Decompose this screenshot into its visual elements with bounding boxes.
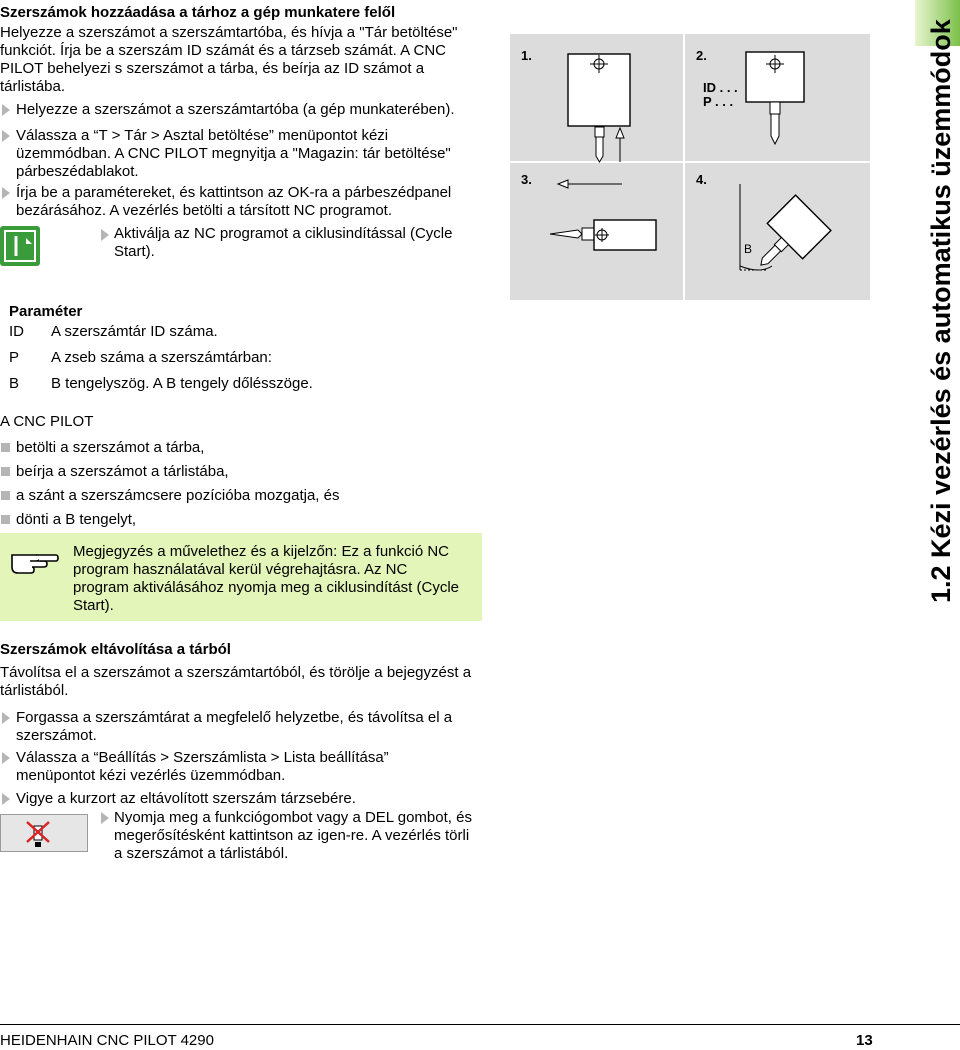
step-text: bezárásához. A vezérlés betölti a társított NC programot.	[16, 202, 393, 219]
triangle-bullet-icon	[101, 812, 109, 824]
step-text: Helyezze a szerszámot a szerszámtartóba (a gép munkaterében).	[16, 101, 455, 118]
step-text: üzemmódban. A CNC PILOT megnyitja a "Magazin: tár betöltése"	[16, 145, 451, 162]
step-text: Válassza a “T > Tár > Asztal betöltése” menüpontot kézi	[16, 127, 389, 144]
step-text: párbeszédablakot.	[16, 163, 139, 180]
delete-key-icon	[0, 814, 88, 852]
footer-text: HEIDENHAIN CNC PILOT 4290	[0, 1032, 214, 1049]
bullet-text: beírja a szerszámot a tárlistába,	[16, 463, 229, 480]
step-text: a szerszámot a tárlistából.	[114, 845, 289, 862]
note-text: program használatával kerül végrehajtásra. Az NC	[73, 561, 408, 578]
step-text: Nyomja meg a funkciógombot vagy a DEL gombot, és	[114, 809, 472, 826]
triangle-bullet-icon	[2, 104, 10, 116]
intro-line: funkciót. Írja be a szerszám ID számát és a tárzseb számát. A CNC	[0, 42, 446, 59]
param-heading: Paraméter	[9, 303, 83, 320]
figure-label: 1.	[521, 48, 532, 63]
step-text: Vigye a kurzort az eltávolított szerszám tárzsebére.	[16, 790, 356, 807]
square-bullet-icon	[1, 515, 10, 524]
b-angle-label: B	[744, 242, 753, 256]
tool-loading-figure	[510, 34, 870, 300]
note-text: Megjegyzés a művelethez és a kijelzőn: Ez a funkció NC	[73, 543, 450, 560]
cycle-start-icon	[0, 226, 40, 266]
step-text: menüpontot kézi vezérlés üzemmódban.	[16, 767, 286, 784]
param-key: P	[9, 349, 20, 366]
step-text: Aktiválja az NC programot a ciklusindítással (Cycle	[114, 225, 453, 242]
square-bullet-icon	[1, 467, 10, 476]
section-title: Szerszámok eltávolítása a tárból	[0, 641, 231, 658]
bullet-text: dönti a B tengelyt,	[16, 511, 137, 528]
intro-line: tárlistából.	[0, 682, 69, 699]
figure-label: 4.	[696, 172, 707, 187]
param-desc: A zseb száma a szerszámtárban:	[51, 349, 272, 366]
section-title: Szerszámok hozzáadása a tárhoz a gép munkatere felől	[0, 4, 396, 21]
step-text: megerősítésként kattintson az igen-re. A vezérlés törli	[114, 827, 470, 844]
id-label: ID . . .	[703, 80, 738, 95]
square-bullet-icon	[1, 443, 10, 452]
param-key: B	[9, 375, 20, 392]
triangle-bullet-icon	[2, 712, 10, 724]
intro-line: Távolítsa el a szerszámot a szerszámtartóból, és törölje a bejegyzést a	[0, 664, 472, 681]
pointing-hand-icon	[10, 545, 60, 575]
chapter-title: 1.2 Kézi vezérlés és automatikus üzemmódok	[926, 19, 956, 603]
triangle-bullet-icon	[101, 229, 109, 241]
intro-line: Helyezze a szerszámot a szerszámtartóba, és hívja a "Tár betöltése"	[0, 24, 458, 41]
param-key: ID	[9, 323, 24, 340]
square-bullet-icon	[1, 491, 10, 500]
page-number: 13	[856, 1032, 873, 1049]
step-text: Írja be a paramétereket, és kattintson az OK-ra a párbeszédpanel	[16, 184, 452, 201]
note-text: Start).	[73, 597, 114, 614]
bullet-text: betölti a szerszámot a tárba,	[16, 439, 205, 456]
step-text: Válassza a “Beállítás > Szerszámlista > Lista beállítása”	[16, 749, 389, 766]
figure-label: 3.	[521, 172, 532, 187]
p-label: P . . .	[703, 94, 734, 109]
bullet-text: a szánt a szerszámcsere pozícióba mozgatja, és	[16, 487, 340, 504]
pilot-label: A CNC PILOT	[0, 413, 94, 430]
param-desc: A szerszámtár ID száma.	[51, 323, 218, 340]
intro-line: tárlistába.	[0, 78, 66, 95]
note-text: program aktiválásához nyomja meg a ciklusindítást (Cycle	[73, 579, 459, 596]
param-desc: B tengelyszög. A B tengely dőlésszöge.	[51, 375, 313, 392]
figure-label: 2.	[696, 48, 707, 63]
footer-rule	[0, 1024, 960, 1025]
step-text: Start).	[114, 243, 155, 260]
triangle-bullet-icon	[2, 752, 10, 764]
step-text: szerszámot.	[16, 727, 97, 744]
triangle-bullet-icon	[2, 130, 10, 142]
step-text: Forgassa a szerszámtárat a megfelelő helyzetbe, és távolítsa el a	[16, 709, 453, 726]
triangle-bullet-icon	[2, 187, 10, 199]
triangle-bullet-icon	[2, 793, 10, 805]
intro-line: PILOT behelyezi s szerszámot a tárba, és beírja az ID számot a	[0, 60, 425, 77]
